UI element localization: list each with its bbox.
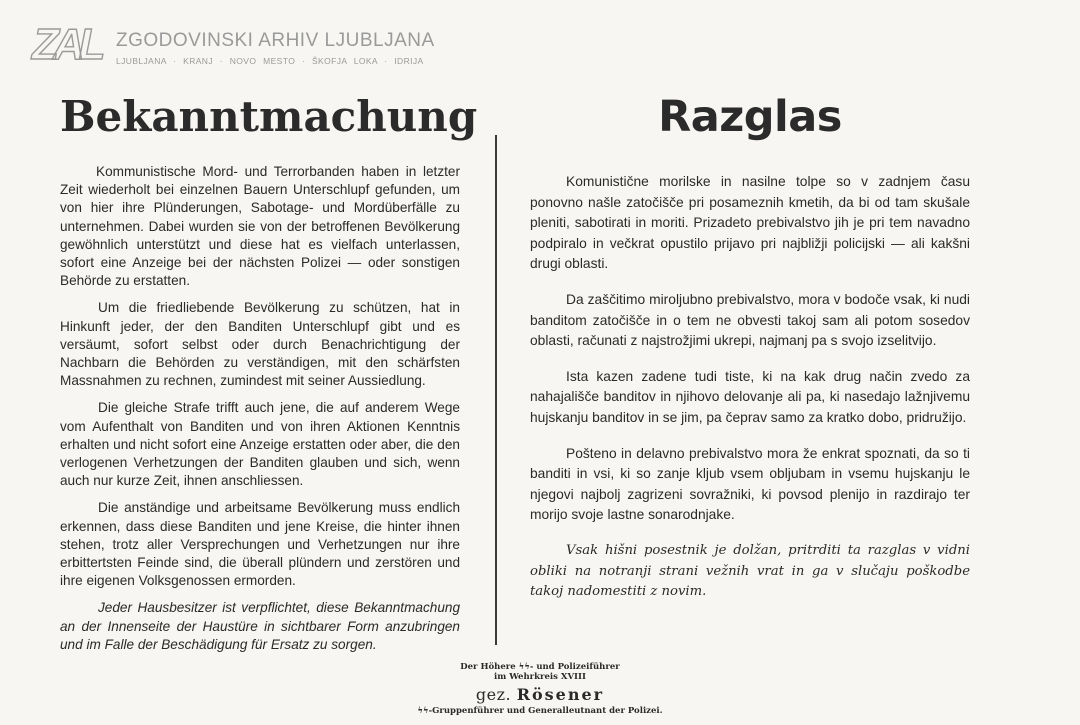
signature-block	[0, 662, 1080, 716]
slovene-closing	[530, 541, 970, 603]
signature-line-1: Der Höhere ϟϟ- und Polizeiführer	[460, 662, 620, 672]
german-paragraph-4	[60, 499, 460, 590]
german-closing-text: Jeder Hausbesitzer ist verpflichtet, diese Bekanntmachung an der Innenseite der Haustüre in sichtbarer Form anzubringen und im Falle der Beschädigung für Ersatz zu sorgen.	[60, 600, 460, 652]
slovene-column	[530, 92, 970, 618]
signature-rank: ϟϟ-Gruppenführer und Generalleutnant der Polizei.	[417, 706, 663, 716]
archive-subtitle: LJUBLJANA · KRANJ · NOVO MESTO · ŠKOFJA LOKA · IDRIJA	[116, 56, 424, 66]
archive-logo	[32, 20, 110, 70]
slovene-paragraph-3	[530, 367, 970, 429]
slovene-heading: Razglas	[658, 92, 842, 142]
column-divider	[495, 135, 497, 645]
slovene-paragraph-4	[530, 444, 970, 526]
german-body	[60, 163, 460, 654]
slovene-paragraph-1	[530, 172, 970, 275]
german-paragraph-2	[60, 299, 460, 390]
german-paragraph-3-text: Die gleiche Strafe trifft auch jene, die auf anderem Wege vom Aufenthalt von Banditen und von ihren Aktionen Kenntnis erhalten und nicht sofort eine Anzeige erstatten oder aber, die den verlogenen Verhetzungen der Banditen glauben und sich, wenn auch nur kurze Zeit, ihnen anschliessen.	[60, 400, 460, 489]
signature-line-2: im Wehrkreis XVIII	[494, 672, 586, 682]
signature	[0, 685, 1080, 704]
archive-title: ZGODOVINSKI ARHIV LJUBLJANA	[116, 30, 435, 51]
slovene-body	[530, 172, 970, 603]
archive-logo-mark: ZAL	[32, 20, 100, 69]
german-heading: Bekanntmachung	[60, 92, 478, 141]
german-paragraph-4-text: Die anständige und arbeitsame Bevölkerung muss endlich erkennen, dass diese Banditen und jene Kreise, die hinter ihnen stehen, trotz aller Versprechungen und Verhetzungen nur ihre erbittertsten Feinde sind, die überall plündern und zerstören und ihre eigenen Volksgenossen ermorden.	[60, 500, 460, 589]
german-paragraph-2-text: Um die friedliebende Bevölkerung zu schützen, hat in Hinkunft jeder, der den Banditen Unterschlupf gibt und es versäumt, sofort selbst oder durch Benachrichtigung der Nachbarn die Behörden zu verständigen, mit den schärfsten Massnahmen zu rechnen, zumindest mit seiner Aussiedlung.	[60, 300, 460, 389]
slovene-paragraph-4-text: Pošteno in delavno prebivalstvo mora že enkrat spoznati, da so ti banditi in vsi, ki so zanje kljub vsem obljubam in vsemu hujskanju le njegovi najbolj zagrizeni sovražniki, ki povsod plenijo in razdirajo ter morijo svoje lastne sonarodnjake.	[530, 445, 970, 523]
archive-text	[116, 24, 435, 66]
slovene-paragraph-1-text: Komunistične morilske in nasilne tolpe so v zadnjem času ponovno našle zatočišče pri posameznih kmetih, da bi od tam skušale pleniti, sabotirati in moriti. Prizadeto prebivalstvo jih je pri tem navadno podpiralo in večkrat opustilo prijavo pri najbližji policijski — ali kakšni drugi oblasti.	[530, 174, 970, 272]
german-paragraph-3	[60, 399, 460, 490]
signature-name: Rösener	[516, 685, 605, 704]
slovene-closing-text: Vsak hišni posestnik je dolžan, pritrditi ta razglas v vidni obliki na notranji strani vežnih vrat in ga v slučaju poškodbe takoj nadomestiti z novim.	[530, 542, 970, 600]
slovene-paragraph-2-text: Da zaščitimo miroljubno prebivalstvo, mora v bodoče vsak, ki nudi banditom zatočišče in o tem ne obvesti takoj sam ali potom sosedov oblasti, računati z najstrožjimi ukrepi, najmanj pa s svojo izselitvijo.	[530, 291, 970, 349]
german-paragraph-1	[60, 163, 460, 290]
slovene-paragraph-3-text: Ista kazen zadene tudi tiste, ki na kak drug način zvedo za nahajališče banditov in njihovo delovanje ali pa, ki nasedajo lažnjivemu hujskanju banditov in se jim, pa čeprav samo za kratko dobo, pridružijo.	[530, 368, 970, 425]
german-closing	[60, 599, 460, 654]
signature-prefix: gez.	[475, 685, 512, 704]
german-paragraph-1-text: Kommunistische Mord- und Terrorbanden haben in letzter Zeit wiederholt bei einzelnen Bauern Unterschlupf gefunden, um von hier ihre Plünderungen, Sabotage- und Mordüberfälle zu unternehmen. Dabei wurden sie von der betroffenen Bevölkerung gewöhnlich unterstützt und diese hat es vielfach unterlassen, sofort eine Anzeige bei der nächsten Polizei — oder sonstigen Behörde zu erstatten.	[60, 164, 460, 289]
german-column	[60, 92, 478, 663]
archive-header	[32, 20, 435, 74]
slovene-paragraph-2	[530, 290, 970, 352]
